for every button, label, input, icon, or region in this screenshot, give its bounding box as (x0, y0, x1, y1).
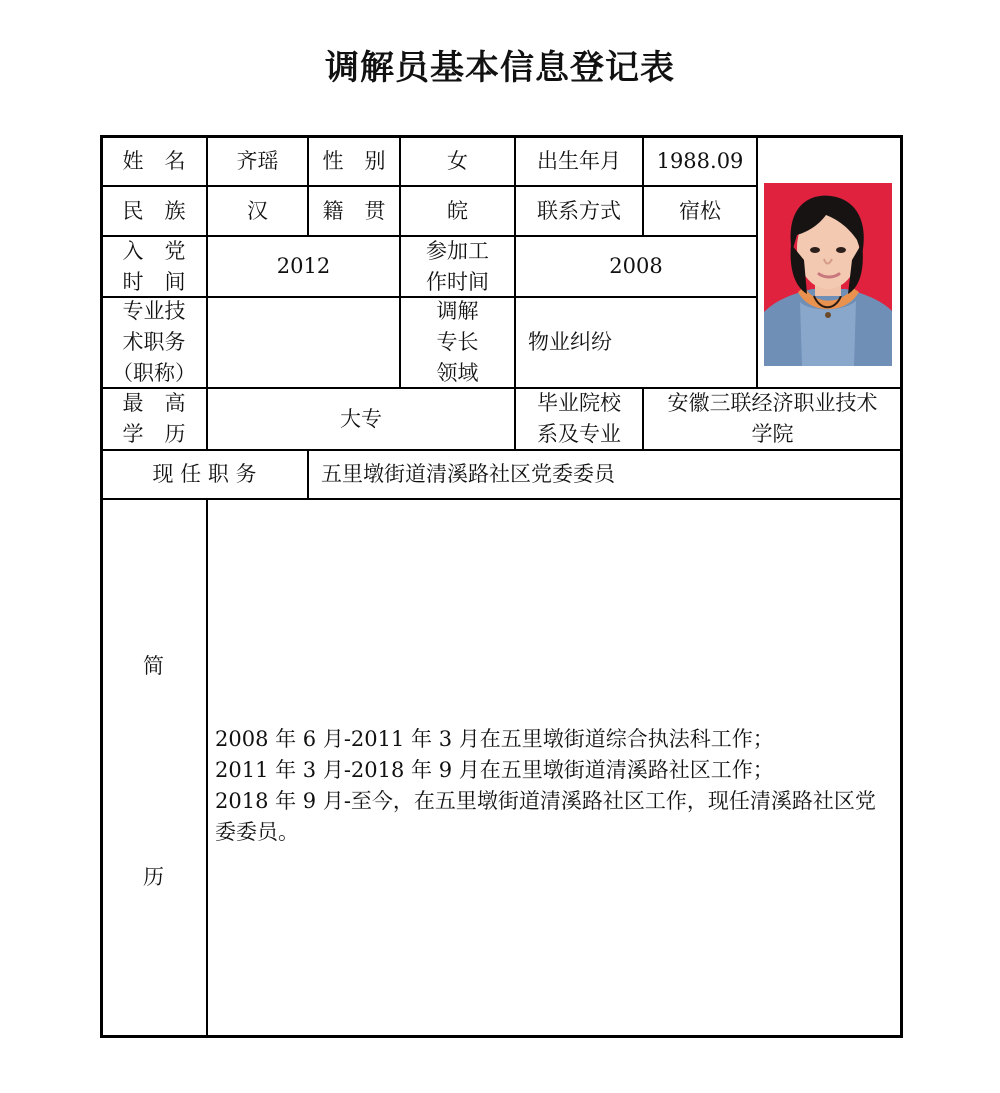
row-divider (100, 498, 903, 500)
native-place-value: 皖 (447, 198, 468, 223)
professional-title-label-line-2: 术职务 (122, 330, 186, 354)
work-start-label-line-2: 作时间 (426, 269, 489, 294)
professional-title-label (102, 298, 206, 387)
education-label-line-1: 最 高 (122, 391, 186, 415)
work-start-value: 2008 (609, 254, 663, 278)
position-value: 五里墩街道清溪路社区党委委员 (321, 462, 615, 486)
position-label: 现 任 职 务 (152, 462, 257, 486)
school-value-line-1: 安徽三联经济职业技术 (667, 391, 878, 415)
gender-label: 性 别 (322, 148, 386, 173)
specialty-label-line-2: 专长 (436, 330, 479, 354)
specialty-value: 物业纠纷 (528, 330, 612, 354)
specialty-label (401, 298, 514, 387)
specialty-label-line-3: 领域 (436, 361, 479, 385)
education-label-line-2: 学 历 (122, 422, 186, 446)
form-title: 调解员基本信息登记表 (325, 48, 675, 88)
professional-title-label-line-3: （职称） (112, 361, 196, 385)
native-place-label: 籍 贯 (322, 198, 386, 223)
resume-label-top: 简 (143, 654, 164, 678)
name-value: 齐瑶 (236, 148, 279, 173)
school-label (516, 389, 642, 449)
ethnicity-value: 汉 (247, 198, 268, 223)
professional-title-label-line-1: 专业技 (122, 299, 186, 323)
resume-entry-1: 2008 年 6 月-2011 年 3 月在五里墩街道综合执法科工作； (215, 727, 774, 751)
ethnicity-label: 民 族 (122, 198, 186, 223)
professional-title-value (208, 298, 399, 387)
school-value (644, 389, 901, 449)
contact-value: 宿松 (679, 198, 721, 223)
birth-value: 1988.09 (656, 148, 744, 173)
column-divider (756, 135, 758, 388)
school-value-line-2: 学院 (751, 422, 794, 446)
education-label (102, 389, 206, 449)
gender-value: 女 (447, 148, 468, 173)
resume-entry-2: 2011 年 3 月-2018 年 9 月在五里墩街道清溪路社区工作； (215, 758, 774, 782)
school-label-line-1: 毕业院校 (537, 391, 621, 415)
contact-label: 联系方式 (537, 198, 621, 223)
resume-content (215, 724, 895, 848)
party-join-label-line-1: 入 党 (122, 238, 186, 263)
specialty-label-line-1: 调解 (436, 299, 479, 323)
name-label: 姓 名 (122, 148, 186, 173)
work-start-label (401, 237, 514, 296)
resume-entry-3: 2018 年 9 月-至今，在五里墩街道清溪路社区工作，现任清溪路社区党委委员。 (215, 789, 876, 844)
profile-photo (764, 183, 892, 366)
work-start-label-line-1: 参加工 (426, 238, 489, 263)
party-join-value: 2012 (276, 254, 331, 278)
resume-label-bottom: 历 (143, 865, 164, 889)
school-label-line-2: 系及专业 (537, 422, 621, 446)
education-value: 大专 (340, 406, 382, 431)
birth-label: 出生年月 (537, 148, 621, 173)
party-join-label-line-2: 时 间 (122, 269, 186, 294)
column-divider (206, 498, 208, 1038)
profile-photo-image (764, 183, 892, 366)
party-join-label (102, 237, 206, 296)
